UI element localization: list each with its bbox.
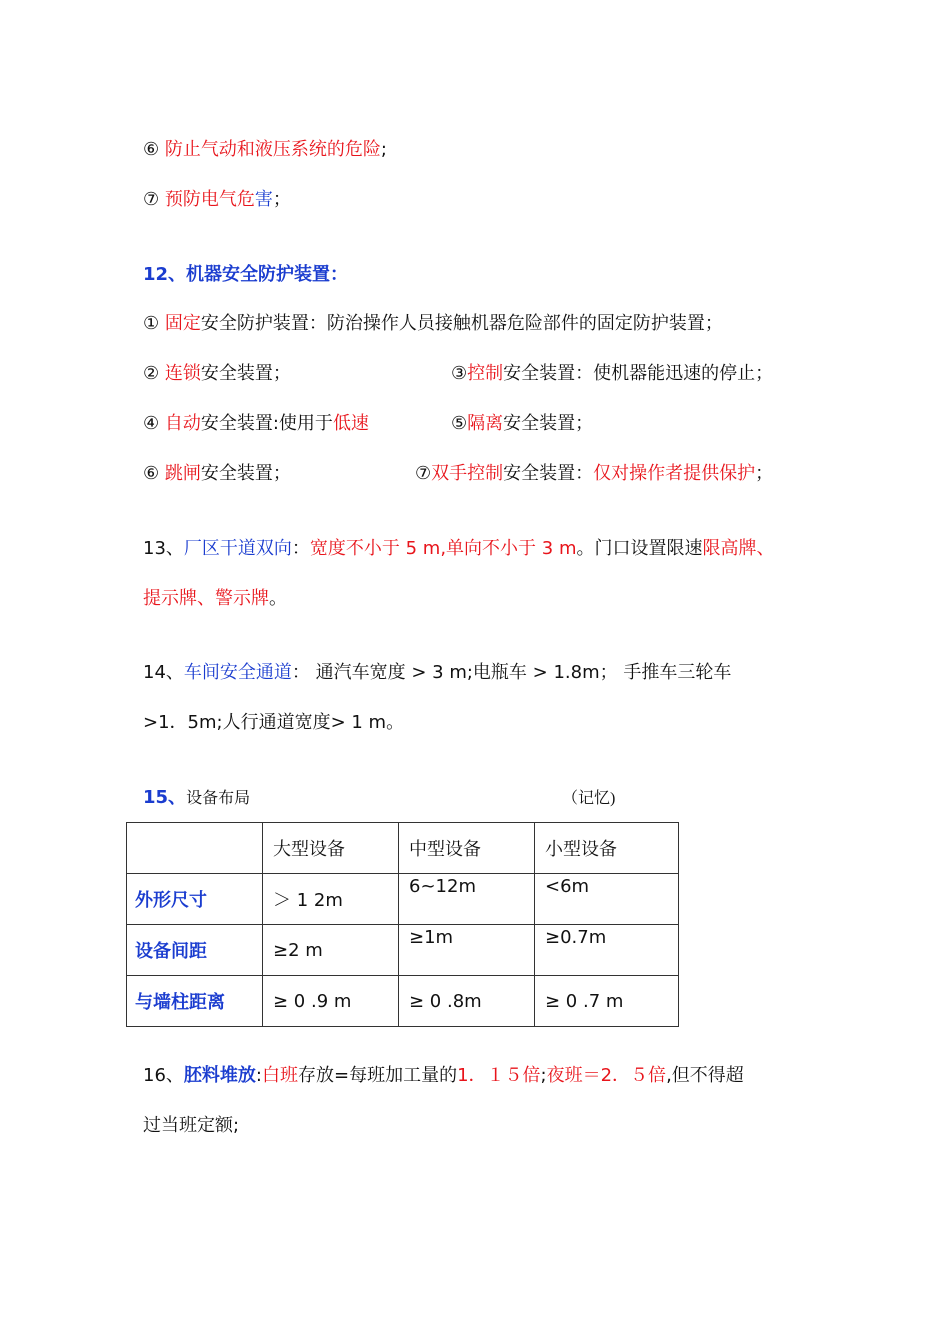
item-6-end: ; <box>380 139 387 160</box>
section-13-signs: 限高牌、 <box>702 538 775 559</box>
row-4a-number: ⑥ <box>143 463 165 484</box>
equipment-layout-table <box>126 822 679 1027</box>
table-cell: ≥ 0 .7 m <box>535 976 679 1027</box>
section-15-note: （记忆) <box>562 790 616 807</box>
section-16-number: 16、 <box>143 1065 184 1086</box>
section-16-line-2: 过当班定额; <box>143 1115 240 1136</box>
section-13-colon: ： <box>291 538 310 559</box>
section-14-text: ： 通汽车宽度 > 3 m;电瓶车 > 1.8m； 手推车三轮车 <box>291 662 732 683</box>
row-2b-text: 安全装置：使机器能迅速的停止； <box>503 363 774 384</box>
row-1-number: ① <box>143 313 165 334</box>
item-6 <box>143 138 387 162</box>
table-row <box>127 976 679 1027</box>
section-15-heading <box>143 786 250 811</box>
row-4a-text: 安全装置； <box>200 463 291 484</box>
section-16-separator: ; <box>540 1065 547 1086</box>
row-3a-keyword-2: 低速 <box>332 413 369 434</box>
section-16-day-shift: 白班 <box>261 1065 298 1086</box>
item-7-text: 预防电气危 <box>164 189 255 210</box>
section-16-colon: : <box>255 1065 262 1086</box>
table-cell: <6m <box>535 874 679 925</box>
section-14-title: 车间安全通道 <box>183 662 292 683</box>
item-6-text: 防止气动和液压系统的危险 <box>164 139 381 160</box>
section-13-line-2 <box>143 587 287 611</box>
section-12-row-1 <box>143 312 723 336</box>
section-12-row-3a <box>143 412 369 436</box>
section-12-row-2b <box>451 362 773 386</box>
section-12-row-4a <box>143 462 291 486</box>
table-cell: ≥2 m <box>263 925 399 976</box>
section-16-title: 胚料堆放 <box>183 1065 256 1086</box>
row-4b-end: ； <box>755 463 774 484</box>
row-3b-text: 安全装置； <box>503 413 594 434</box>
section-13-width: 宽度不小于 5 m,单向不小于 3 m <box>309 538 577 559</box>
row-3a-number: ④ <box>143 413 165 434</box>
table-header-cell <box>127 823 263 874</box>
section-16-text: 存放=每班加工量的 <box>297 1065 458 1086</box>
table-row-label: 设备间距 <box>127 925 263 976</box>
table-row <box>127 874 679 925</box>
table-header-cell: 小型设备 <box>535 823 679 874</box>
table-header-row <box>127 823 679 874</box>
table-cell: ≥1m <box>399 925 535 976</box>
table-cell: 6~12m <box>399 874 535 925</box>
row-1-text: 安全防护装置：防治操作人员接触机器危险部件的固定防护装置； <box>200 313 723 334</box>
section-14-number: 14、 <box>143 662 184 683</box>
section-15-number: 15、 <box>143 787 187 808</box>
section-16-line-1 <box>143 1064 744 1088</box>
row-2a-text: 安全装置； <box>200 363 291 384</box>
row-3a-text: 安全装置:使用于 <box>200 413 333 434</box>
item-7-number: ⑦ <box>143 189 165 210</box>
table-header-cell: 中型设备 <box>399 823 535 874</box>
section-13-line-1 <box>143 537 775 561</box>
row-2a-number: ② <box>143 363 165 384</box>
section-12-row-2a <box>143 362 291 386</box>
item-7 <box>143 188 291 212</box>
section-13-signs-2: 提示牌、警示牌 <box>143 588 269 609</box>
row-4b-keyword: 双手控制 <box>431 463 504 484</box>
row-4b-text: 安全装置： <box>503 463 594 484</box>
row-3b-number: ⑤ <box>451 413 468 434</box>
section-12-row-4b <box>415 462 773 486</box>
table-cell: ≥ 0 .9 m <box>263 976 399 1027</box>
row-1-keyword: 固定 <box>164 313 201 334</box>
section-15-title: 设备布局 <box>186 790 251 807</box>
section-13-number: 13、 <box>143 538 184 559</box>
section-12-heading: 12、机器安全防护装置： <box>143 264 349 285</box>
table-cell: ≥0.7m <box>535 925 679 976</box>
section-16-night-shift: 夜班＝2．５倍 <box>546 1065 667 1086</box>
row-4b-keyword-2: 仅对操作者提供保护 <box>593 463 756 484</box>
table-row-label: 外形尺寸 <box>127 874 263 925</box>
row-2a-keyword: 连锁 <box>164 363 201 384</box>
table-cell: ≥ 0 .8m <box>399 976 535 1027</box>
item-7-text-blue: 害 <box>254 189 273 210</box>
section-12-row-3b <box>451 412 593 436</box>
item-6-number: ⑥ <box>143 139 165 160</box>
row-4a-keyword: 跳闸 <box>164 463 201 484</box>
row-3a-keyword: 自动 <box>164 413 201 434</box>
table-row-label: 与墙柱距离 <box>127 976 263 1027</box>
table-cell: ＞ 1 2m <box>263 874 399 925</box>
section-14-line-1 <box>143 661 731 685</box>
section-14-line-2: >1．5m;人行通道宽度> 1 m。 <box>143 712 405 733</box>
row-2b-keyword: 控制 <box>467 363 504 384</box>
section-13-title: 厂区干道双向 <box>183 538 292 559</box>
table-header-cell: 大型设备 <box>263 823 399 874</box>
section-13-text: 。门口设置限速 <box>576 538 703 559</box>
section-13-end: 。 <box>269 588 287 609</box>
row-4b-number: ⑦ <box>415 463 432 484</box>
item-7-end: ； <box>272 189 291 210</box>
section-16-end: ,但不得超 <box>666 1065 744 1086</box>
table-row <box>127 925 679 976</box>
section-16-day-ratio: 1．１５倍 <box>457 1065 541 1086</box>
row-2b-number: ③ <box>451 363 468 384</box>
row-3b-keyword: 隔离 <box>467 413 504 434</box>
